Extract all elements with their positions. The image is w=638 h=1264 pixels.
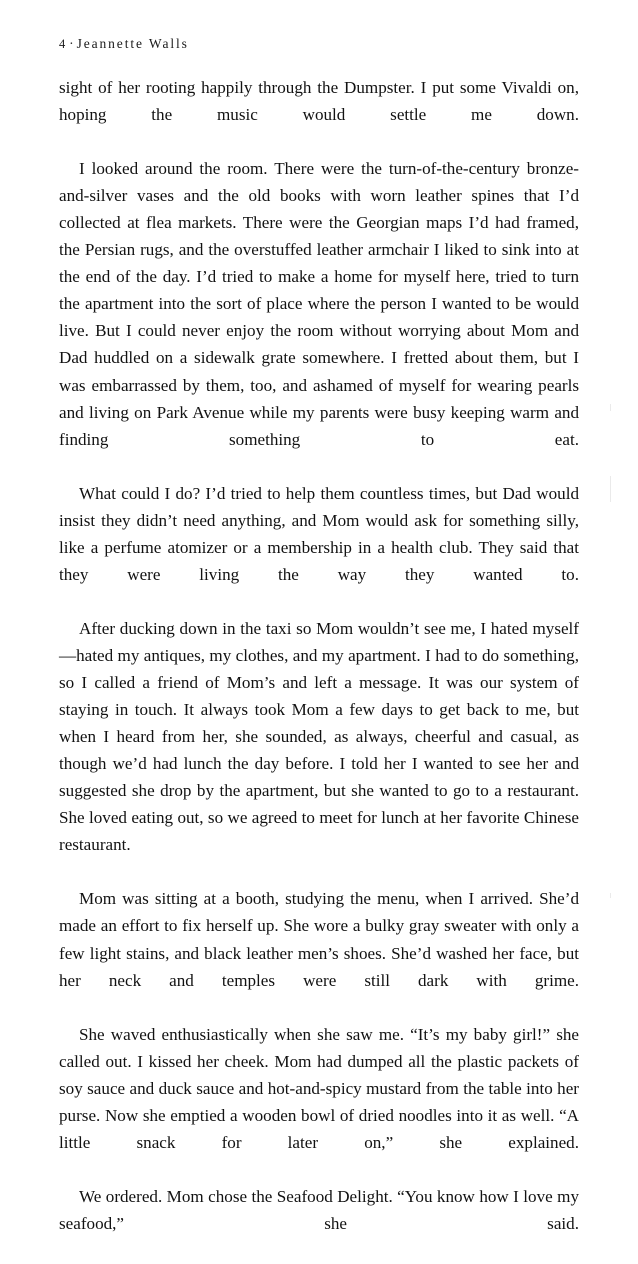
paragraph: I looked around the room. There were the turn-of-the-century bronze-and-silver vases and the old books with worn leather spines that I’d collected at flea markets. There were the Georgian maps I’d had framed, the Persian rugs, and the overstuffed leather armchair I liked to sink into at the end of the day. I’d tried to make a home for myself here, tried to turn the apartment into the sort of place where the person I wanted to be would live. But I could never enjoy the room without worrying about Mom and Dad huddled on a sidewalk grate somewhere. I fretted about them, but I was embarrassed by them, too, and ashamed of myself for wearing pearls and living on Park Avenue while my parents were busy keeping warm and finding something to eat. <box>59 159 579 449</box>
paragraph: Mom was sitting at a booth, studying the menu, when I arrived. She’d made an effort to fix herself up. She wore a bulky gray sweater with only a few light stains, and black leather men’s shoes. She’d washed her face, but her neck and temples were still dark with grime. <box>59 889 579 990</box>
paragraph: We ordered. Mom chose the Seafood Delight. “You know how I love my seafood,” she said. <box>59 1186 579 1233</box>
running-header <box>59 36 189 52</box>
page-number: 4 <box>59 37 68 51</box>
paragraph: sight of her rooting happily through the Dumpster. I put some Vivaldi on, hoping the music would settle me down. <box>59 78 579 125</box>
scan-artifact <box>610 404 611 411</box>
body-text-block <box>59 74 579 1264</box>
paragraph: What could I do? I’d tried to help them countless times, but Dad would insist they didn’t need anything, and Mom would ask for something silly, like a perfume atomizer or a membership in a health club. They said that they were living the way they wanted to. <box>59 483 579 584</box>
scan-artifact <box>610 476 611 502</box>
scan-artifact <box>610 893 611 898</box>
author-name: Jeannette Walls <box>76 36 189 51</box>
paragraph: She waved enthusiastically when she saw me. “It’s my baby girl!” she called out. I kissed her cheek. Mom had dumped all the plastic packets of soy sauce and duck sauce and hot-and-spicy mustard from the table into her purse. Now she emptied a wooden bowl of dried noodles into it as well. “A little snack for later on,” she explained. <box>59 1024 579 1152</box>
paragraph: After ducking down in the taxi so Mom wouldn’t see me, I hated myself—hated my antiques, my clothes, and my apartment. I had to do something, so I called a friend of Mom’s and left a message. It was our system of staying in touch. It always took Mom a few days to get back to me, but when I heard from her, she sounded, as always, cheerful and casual, as though we’d had lunch the day before. I told her I wanted to see her and suggested she drop by the apartment, but she wanted to go to a restaurant. She loved eating out, so we agreed to meet for lunch at her favorite Chinese restaurant. <box>59 618 579 855</box>
header-separator: · <box>69 36 76 51</box>
